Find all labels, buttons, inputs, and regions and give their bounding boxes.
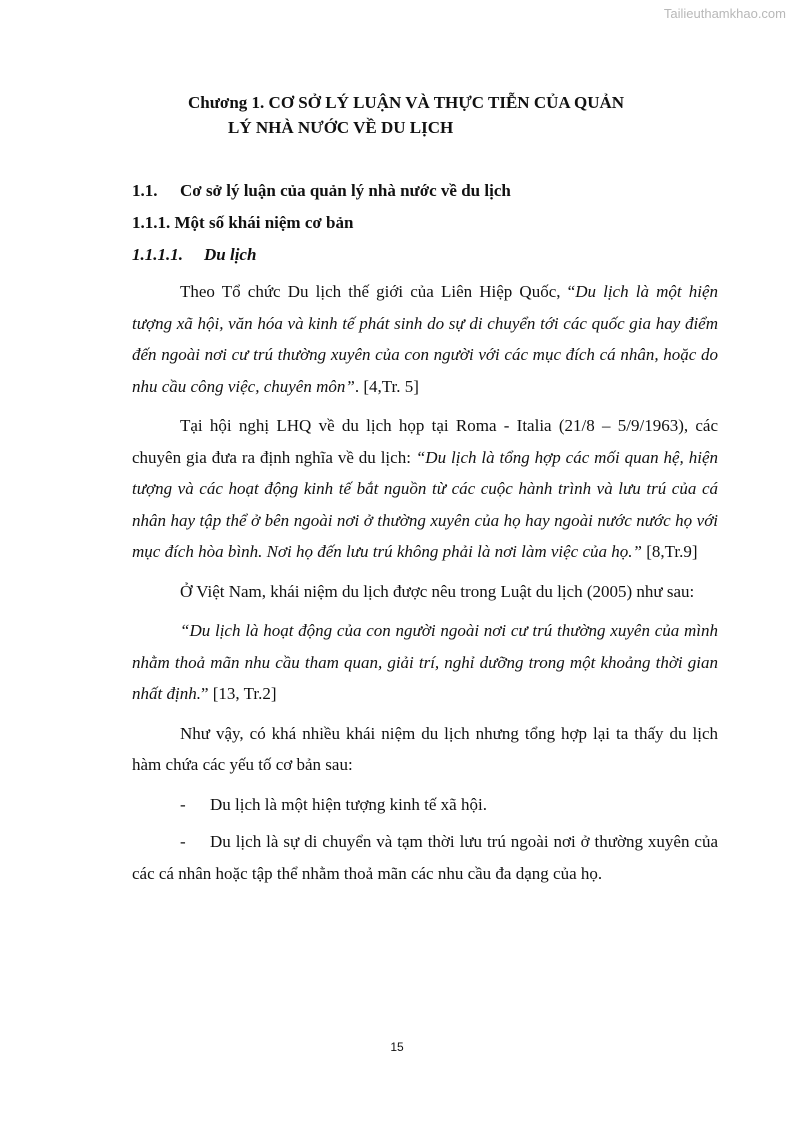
page-number: 15 [390, 1040, 404, 1054]
bullet-dash: - [180, 832, 186, 851]
bullet-dash: - [180, 794, 186, 814]
section-number: 1.1. [132, 181, 158, 200]
section-title: Cơ sở lý luận của quản lý nhà nước về du lịch [180, 181, 511, 200]
paragraph-2-citation: [8,Tr.9] [641, 542, 698, 561]
paragraph-4: Như vậy, có khá nhiều khái niệm du lịch nhưng tổng hợp lại ta thấy du lịch hàm chứa các yếu tố cơ bản sau: [132, 723, 718, 774]
bullet-item [132, 789, 718, 821]
section-heading [132, 180, 718, 202]
bullet-text: Du lịch là một hiện tượng kinh tế xã hội. [210, 794, 487, 814]
paragraph-1-citation: . [4,Tr. 5] [354, 376, 419, 396]
paragraph-1-quote: Du lịch là một hiện tượng xã hội, văn hóa và kinh tế phát sinh do sự di chuyển tới các quốc gia hay điểm đến ngoài nơi cư trú thường xuyên của con người với các mục đích cá nhân, hoặc do nhu cầu công việc, chuyên môn” [132, 282, 718, 396]
law-quote [132, 615, 718, 710]
paragraph-1-lead: Theo Tổ chức Du lịch thế giới của Liên Hiệp Quốc, “ [180, 282, 576, 301]
document-page [132, 90, 718, 895]
bullet-text: Du lịch là sự di chuyển và tạm thời lưu trú ngoài nơi ở thường xuyên của các cá nhân hoặc tập thể nhằm thoả mãn các nhu cầu đa dạng của họ. [132, 832, 718, 883]
subsection-heading: 1.1.1. Một số khái niệm cơ bản [132, 213, 354, 232]
paragraph-2 [132, 410, 718, 568]
bullet-item [132, 826, 718, 889]
law-quote-citation: ” [13, Tr.2] [200, 684, 277, 703]
paragraph-2-quote: “Du lịch là tổng hợp các mối quan hệ, hiện tượng và các hoạt động kinh tế bắt nguồn từ các cuộc hành trình và lưu trú của cá nhân hay tập thể ở bên ngoài nơi ở thường xuyên của họ hay ngoài nước nước họ với mục đích hòa bình. Nơi họ đến lưu trú không phải là nơi làm việc của họ.” [132, 447, 718, 561]
subsubsection-number: 1.1.1.1. [132, 245, 183, 264]
subsubsection-title: Du lịch [204, 245, 257, 264]
chapter-title [132, 90, 718, 140]
chapter-title-line1: Chương 1. CƠ SỞ LÝ LUẬN VÀ THỰC TIỄN CỦA QUẢN [188, 93, 625, 112]
watermark: Tailieuthamkhao.com [663, 6, 786, 21]
law-quote-text: “Du lịch là hoạt động của con người ngoài nơi cư trú thường xuyên của mình nhằm thoả mãn nhu cầu tham quan, giải trí, nghỉ dưỡng trong một khoảng thời gian nhất định. [132, 621, 718, 703]
paragraph-1 [132, 276, 718, 402]
paragraph-3: Ở Việt Nam, khái niệm du lịch được nêu trong Luật du lịch (2005) như sau: [180, 581, 695, 601]
chapter-title-line2: LÝ NHÀ NƯỚC VỀ DU LỊCH [228, 118, 454, 137]
paragraph-2-lead: Tại hội nghị LHQ về du lịch họp tại Roma - Italia (21/8 – 5/9/1963), các chuyên gia đưa ra định nghĩa về du lịch: [132, 416, 718, 467]
subsubsection-heading [132, 244, 718, 266]
